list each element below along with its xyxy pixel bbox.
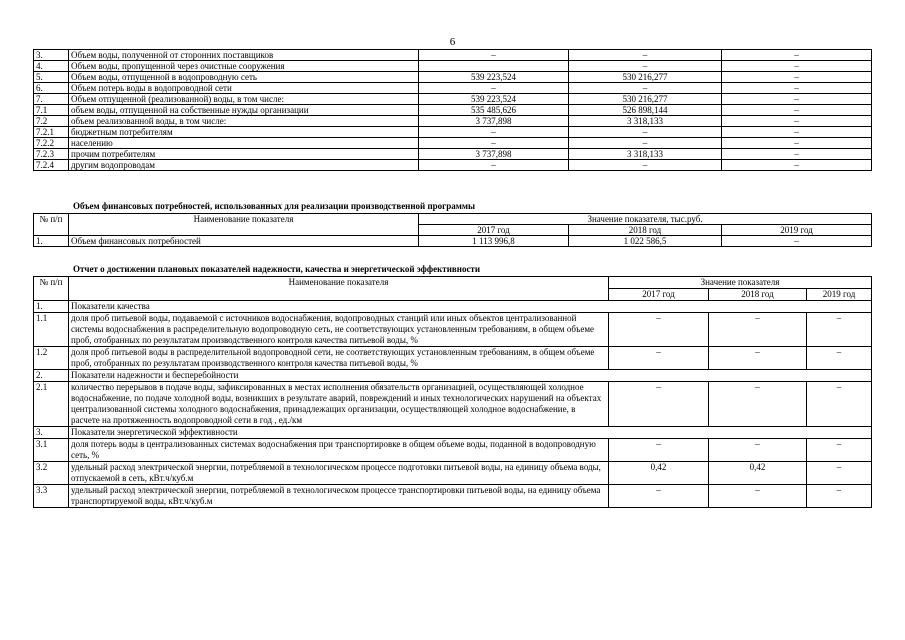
table-row — [34, 94, 872, 105]
row-name: удельный расход электрической энергии, потребляемой в технологическом процессе транспортировки питьевой воды, на единицу объема транспортируемой воды, кВт.ч/куб.м — [69, 485, 609, 508]
row-value-2019: – — [722, 127, 872, 138]
row-name: Объем финансовых потребностей — [69, 236, 419, 247]
table-row — [34, 50, 872, 61]
water-volume-table — [33, 49, 872, 171]
row-num: 4. — [34, 61, 69, 72]
row-value-2017: 539 223,524 — [419, 72, 569, 83]
row-value-2019: – — [722, 61, 872, 72]
section-title: Показатели надежности и бесперебойности — [69, 370, 872, 382]
table-row — [34, 160, 872, 171]
row-value-2017: – — [609, 382, 709, 427]
row-name: объем воды, отпущенной на собственные нужды организации — [69, 105, 419, 116]
section-row — [34, 370, 872, 382]
table-row — [34, 485, 872, 508]
row-value-2019: – — [722, 138, 872, 149]
row-value-2017: – — [419, 160, 569, 171]
header-year-2019: 2019 год — [722, 225, 872, 236]
row-num: 5. — [34, 72, 69, 83]
row-value-2017: – — [419, 83, 569, 94]
row-num: 2.1 — [34, 382, 69, 427]
header-year-2017: 2017 год — [419, 225, 569, 236]
row-value-2018: 530 216,277 — [569, 94, 722, 105]
row-num: 3.2 — [34, 462, 69, 485]
header-name: Наименование показателя — [69, 214, 419, 236]
row-value-2019: – — [722, 94, 872, 105]
section-row — [34, 427, 872, 439]
row-value-2018: – — [709, 347, 807, 370]
table-row — [34, 138, 872, 149]
row-value-2019: – — [807, 313, 872, 347]
row-name: бюджетным потребителям — [69, 127, 419, 138]
row-name: Объем отпущенной (реализованной) воды, в том числе: — [69, 94, 419, 105]
row-value-2017: – — [419, 138, 569, 149]
table-row — [34, 149, 872, 160]
header-year-2018: 2018 год — [709, 289, 807, 301]
row-name: доля проб питьевой воды в распределительной водопроводной сети, не соответствующих установленным требованиям, в общем объеме проб, отобранных по результатам производственного контроля качества питьевой воды, % — [69, 347, 609, 370]
row-value-2017: 0,42 — [609, 462, 709, 485]
page-number: 6 — [449, 36, 456, 48]
section-title: Показатели энергетической эффективности — [69, 427, 872, 439]
row-value-2019: – — [722, 50, 872, 61]
row-name: доля потерь воды в централизованных системах водоснабжения при транспортировке в общем объеме воды, поданной в водопроводную сеть, % — [69, 439, 609, 462]
header-name: Наименование показателя — [69, 277, 609, 301]
row-num: 7.2.4 — [34, 160, 69, 171]
table-row — [34, 382, 872, 427]
table-row — [34, 439, 872, 462]
row-name: населению — [69, 138, 419, 149]
table-row — [34, 236, 872, 247]
header-num: № п/п — [34, 277, 69, 301]
section-num: 1. — [34, 301, 69, 313]
row-value-2017: – — [609, 347, 709, 370]
row-value-2019: – — [722, 72, 872, 83]
financial-needs-caption: Объем финансовых потребностей, использованных для реализации производственной программы — [73, 201, 476, 211]
row-name: удельный расход электрической энергии, потребляемой в технологическом процессе подготовки питьевой воды, на единицу объема воды, отпускаемой в сеть, кВт.ч/куб.м — [69, 462, 609, 485]
row-value-2017: – — [419, 50, 569, 61]
financial-needs-table — [33, 213, 872, 247]
table-row — [34, 313, 872, 347]
row-num: 7.1 — [34, 105, 69, 116]
row-value-2017: – — [609, 313, 709, 347]
row-value-2018: 3 318,133 — [569, 116, 722, 127]
row-value-2017: – — [419, 127, 569, 138]
row-name: Объем воды, отпущенной в водопроводную сеть — [69, 72, 419, 83]
table-row — [34, 127, 872, 138]
row-name: Объем воды, пропущенной через очистные сооружения — [69, 61, 419, 72]
row-num: 1.1 — [34, 313, 69, 347]
row-value-2018: – — [569, 138, 722, 149]
row-value-2018: 530 216,277 — [569, 72, 722, 83]
row-value-2018: – — [569, 160, 722, 171]
row-value-2018: – — [569, 127, 722, 138]
row-num: 7.2.1 — [34, 127, 69, 138]
section-row — [34, 301, 872, 313]
row-value-2018: – — [709, 485, 807, 508]
row-value-2019: – — [722, 160, 872, 171]
row-value-2017: 539 223,524 — [419, 94, 569, 105]
row-value-2017: 3 737,898 — [419, 149, 569, 160]
table-row — [34, 83, 872, 94]
row-num: 1.2 — [34, 347, 69, 370]
row-value-2018: – — [569, 50, 722, 61]
row-num: 3.1 — [34, 439, 69, 462]
row-value-2017: – — [609, 485, 709, 508]
row-value-2018: 1 022 586,5 — [569, 236, 722, 247]
row-value-2019: – — [722, 116, 872, 127]
row-num: 3. — [34, 50, 69, 61]
row-name: прочим потребителям — [69, 149, 419, 160]
row-num: 7.2.3 — [34, 149, 69, 160]
row-value-2017: 1 113 996,8 — [419, 236, 569, 247]
row-name: Объем потерь воды в водопроводной сети — [69, 83, 419, 94]
table-row — [34, 61, 872, 72]
table-row — [34, 462, 872, 485]
row-value-2017: 3 737,898 — [419, 116, 569, 127]
header-num: № п/п — [34, 214, 69, 236]
row-num: 7. — [34, 94, 69, 105]
row-num: 6. — [34, 83, 69, 94]
row-value-2018: 3 318,133 — [569, 149, 722, 160]
row-num: 3.3 — [34, 485, 69, 508]
row-name: доля проб питьевой воды, подаваемой с источников водоснабжения, водопроводных станций или иных объектов централизованной системы водоснабжения в распределительную водопроводную сеть, не соответствующих установленным требованиям, в общем объеме проб, отобранных по результатам производственного контроля качества питьевой воды, % — [69, 313, 609, 347]
row-value-2018: 526 898,144 — [569, 105, 722, 116]
row-value-2019: – — [807, 347, 872, 370]
row-name: Объем воды, полученной от сторонних поставщиков — [69, 50, 419, 61]
row-value-2019: – — [807, 462, 872, 485]
row-value-2017: – — [609, 439, 709, 462]
header-year-2018: 2018 год — [569, 225, 722, 236]
row-num: 1. — [34, 236, 69, 247]
table-row — [34, 72, 872, 83]
header-value: Значение показателя, тыс.руб. — [419, 214, 872, 225]
row-value-2017 — [419, 61, 569, 72]
header-year-2019: 2019 год — [807, 289, 872, 301]
performance-report-caption: Отчет о достижении плановых показателей надежности, качества и энергетической эффективности — [73, 264, 481, 274]
section-num: 3. — [34, 427, 69, 439]
row-value-2018: 0,42 — [709, 462, 807, 485]
row-name: другим водопроводам — [69, 160, 419, 171]
table-row — [34, 116, 872, 127]
row-value-2019: – — [807, 382, 872, 427]
table-row — [34, 347, 872, 370]
row-num: 7.2.2 — [34, 138, 69, 149]
row-value-2019: – — [807, 439, 872, 462]
row-value-2019: – — [722, 83, 872, 94]
row-value-2018: – — [709, 439, 807, 462]
row-value-2018: – — [569, 61, 722, 72]
row-value-2018: – — [569, 83, 722, 94]
row-value-2019: – — [807, 485, 872, 508]
row-value-2019: – — [722, 236, 872, 247]
section-title: Показатели качества — [69, 301, 872, 313]
row-name: количество перерывов в подаче воды, зафиксированных в местах исполнения обязательств организацией, осуществляющей холодное водоснабжение, по подаче холодной воды, возникших в результате аварий, повреждений и иных технологических нарушений на объектах централизованной системы холодного водоснабжения, принадлежащих организации, осуществляющей холодное водоснабжение, в расчете на протяженность водопроводной сети в год , ед./км — [69, 382, 609, 427]
row-num: 7.2 — [34, 116, 69, 127]
table-row — [34, 105, 872, 116]
section-num: 2. — [34, 370, 69, 382]
row-value-2019: – — [722, 149, 872, 160]
row-value-2019: – — [722, 105, 872, 116]
row-value-2018: – — [709, 382, 807, 427]
row-value-2018: – — [709, 313, 807, 347]
row-name: объем реализованной воды, в том числе: — [69, 116, 419, 127]
header-value: Значение показателя — [609, 277, 872, 289]
row-value-2017: 535 485,626 — [419, 105, 569, 116]
performance-indicators-table — [33, 276, 872, 508]
header-year-2017: 2017 год — [609, 289, 709, 301]
